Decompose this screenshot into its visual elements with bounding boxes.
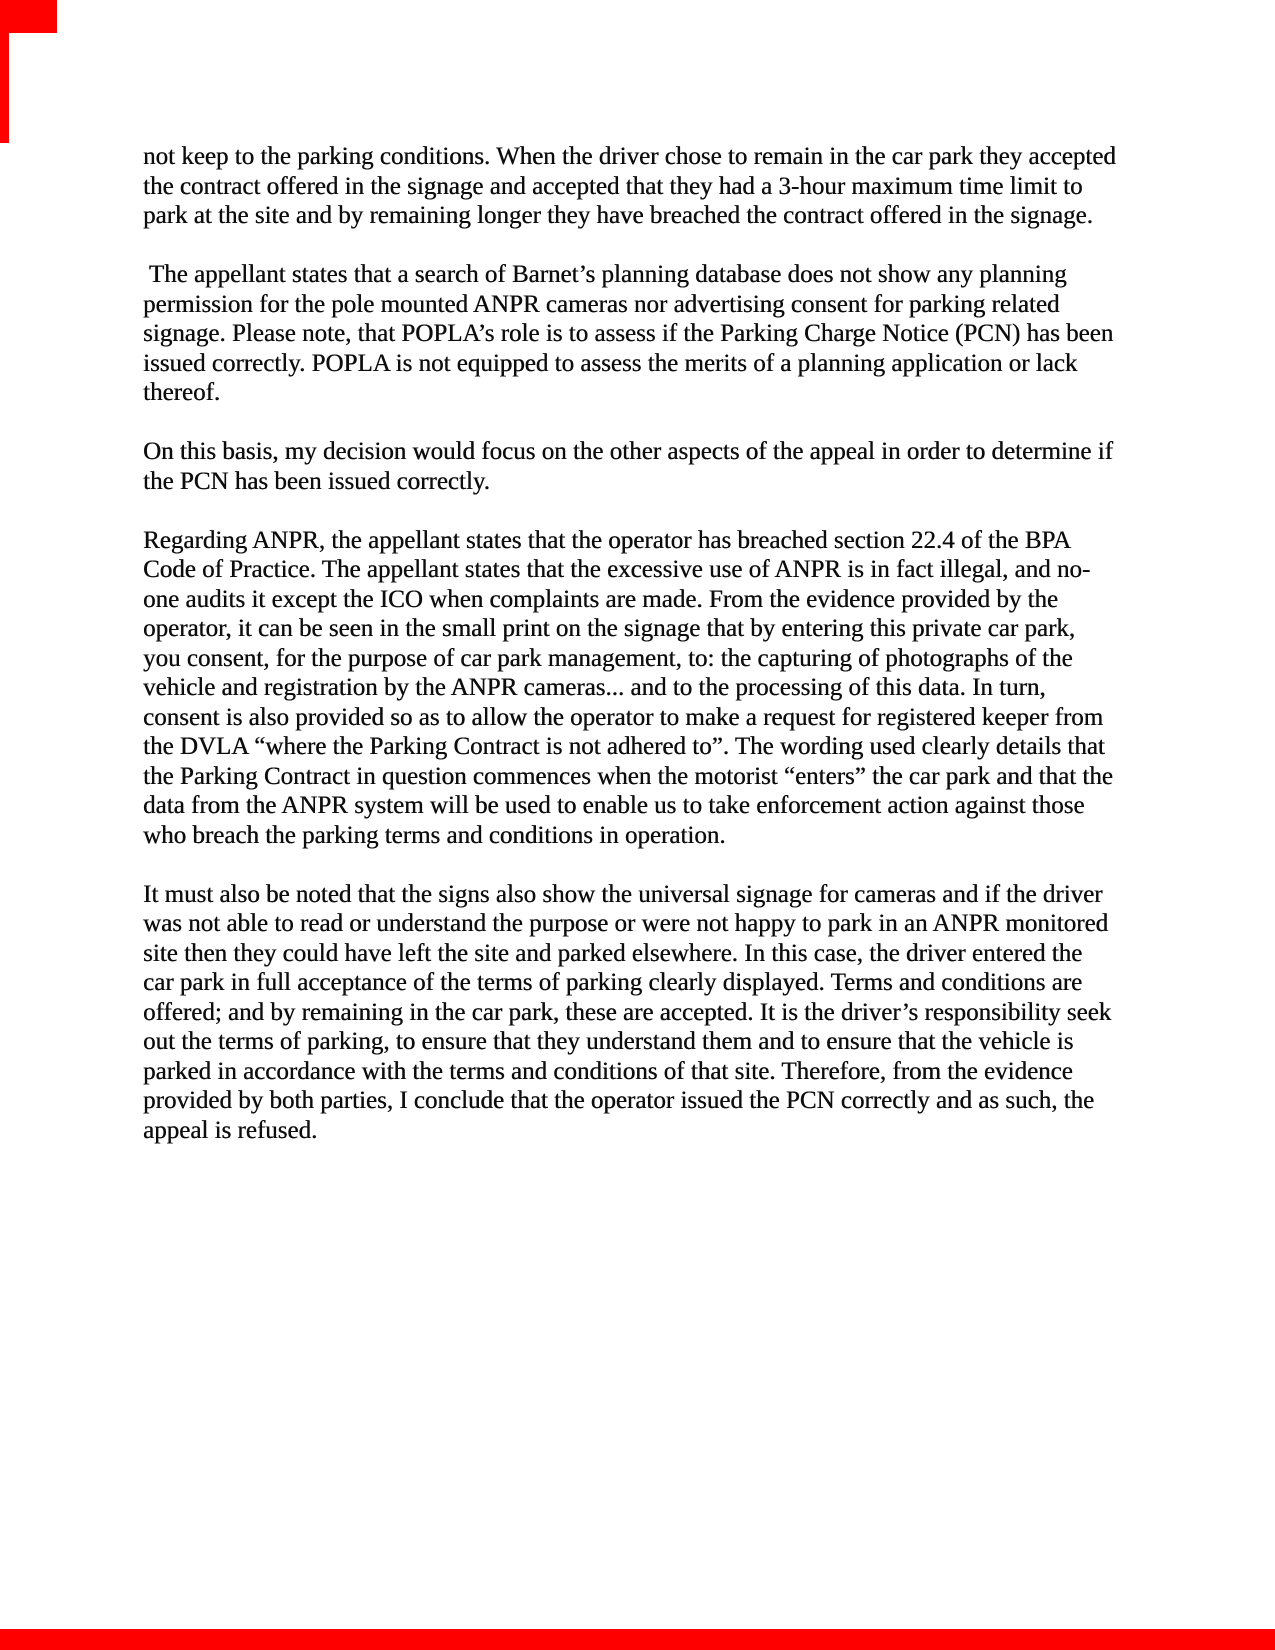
paragraph bbox=[143, 260, 1153, 408]
text-line: appeal is refused. bbox=[143, 1116, 318, 1144]
text-line: you consent, for the purpose of car park management, to: the capturing of photographs of the bbox=[143, 644, 1073, 672]
text-line: the DVLA “where the Parking Contract is not adhered to”. The wording used clearly details that bbox=[143, 733, 1105, 760]
paragraph bbox=[143, 437, 1153, 496]
text-line: out the terms of parking, to ensure that they understand them and to ensure that the vehicle is bbox=[143, 1028, 1074, 1055]
text-line: the PCN has been issued correctly. bbox=[143, 467, 490, 495]
text-line: provided by both parties, I conclude that the operator issued the PCN correctly and as such, the bbox=[143, 1087, 1095, 1114]
text-line: vehicle and registration by the ANPR cameras... and to the processing of this data. In turn, bbox=[143, 674, 1046, 701]
document-body bbox=[143, 142, 1153, 1175]
text-line: thereof. bbox=[143, 379, 221, 406]
text-line: who breach the parking terms and conditions in operation. bbox=[143, 821, 726, 849]
text-line: data from the ANPR system will be used to enable us to take enforcement action against those bbox=[143, 792, 1085, 819]
text-line: car park in full acceptance of the terms of parking clearly displayed. Terms and conditions are bbox=[143, 969, 1083, 996]
text-line: offered; and by remaining in the car park, these are accepted. It is the driver’s responsibility seek bbox=[143, 998, 1112, 1026]
text-line: signage. Please note, that POPLA’s role is to assess if the Parking Charge Notice (PCN) has been bbox=[143, 320, 1114, 347]
red-bottom-bar bbox=[0, 1629, 1275, 1650]
paragraph bbox=[143, 142, 1153, 231]
text-line: It must also be noted that the signs also show the universal signage for cameras and if the driver bbox=[143, 880, 1103, 908]
text-line: parked in accordance with the terms and conditions of that site. Therefore, from the evidence bbox=[143, 1057, 1073, 1085]
text-line: park at the site and by remaining longer they have breached the contract offered in the signage. bbox=[143, 202, 1093, 229]
text-line: On this basis, my decision would focus on the other aspects of the appeal in order to determine if bbox=[143, 438, 1113, 465]
text-line: the contract offered in the signage and accepted that they had a 3-hour maximum time limit to bbox=[143, 172, 1083, 200]
text-line: operator, it can be seen in the small print on the signage that by entering this private car park, bbox=[143, 615, 1076, 642]
text-line: was not able to read or understand the purpose or were not happy to park in an ANPR monitored bbox=[143, 910, 1109, 937]
paragraph bbox=[143, 880, 1153, 1146]
paragraph bbox=[143, 526, 1153, 851]
text-line: Code of Practice. The appellant states that the excessive use of ANPR is in fact illegal, and no- bbox=[143, 556, 1091, 583]
text-line: one audits it except the ICO when complaints are made. From the evidence provided by the bbox=[143, 585, 1059, 613]
red-left-strip bbox=[0, 0, 9, 143]
text-line: issued correctly. POPLA is not equipped to assess the merits of a planning application or lack bbox=[143, 349, 1078, 377]
text-line: site then they could have left the site and parked elsewhere. In this case, the driver entered the bbox=[143, 939, 1083, 967]
text-line: permission for the pole mounted ANPR cameras nor advertising consent for parking related bbox=[143, 290, 1060, 318]
text-line: not keep to the parking conditions. When the driver chose to remain in the car park they accepted bbox=[143, 143, 1116, 170]
text-line: The appellant states that a search of Barnet’s planning database does not show any planning bbox=[143, 261, 1067, 288]
text-line: Regarding ANPR, the appellant states that the operator has breached section 22.4 of the BPA bbox=[143, 526, 1072, 554]
text-line: consent is also provided so as to allow the operator to make a request for registered keeper from bbox=[143, 703, 1104, 731]
text-line: the Parking Contract in question commences when the motorist “enters” the car park and that the bbox=[143, 762, 1113, 790]
